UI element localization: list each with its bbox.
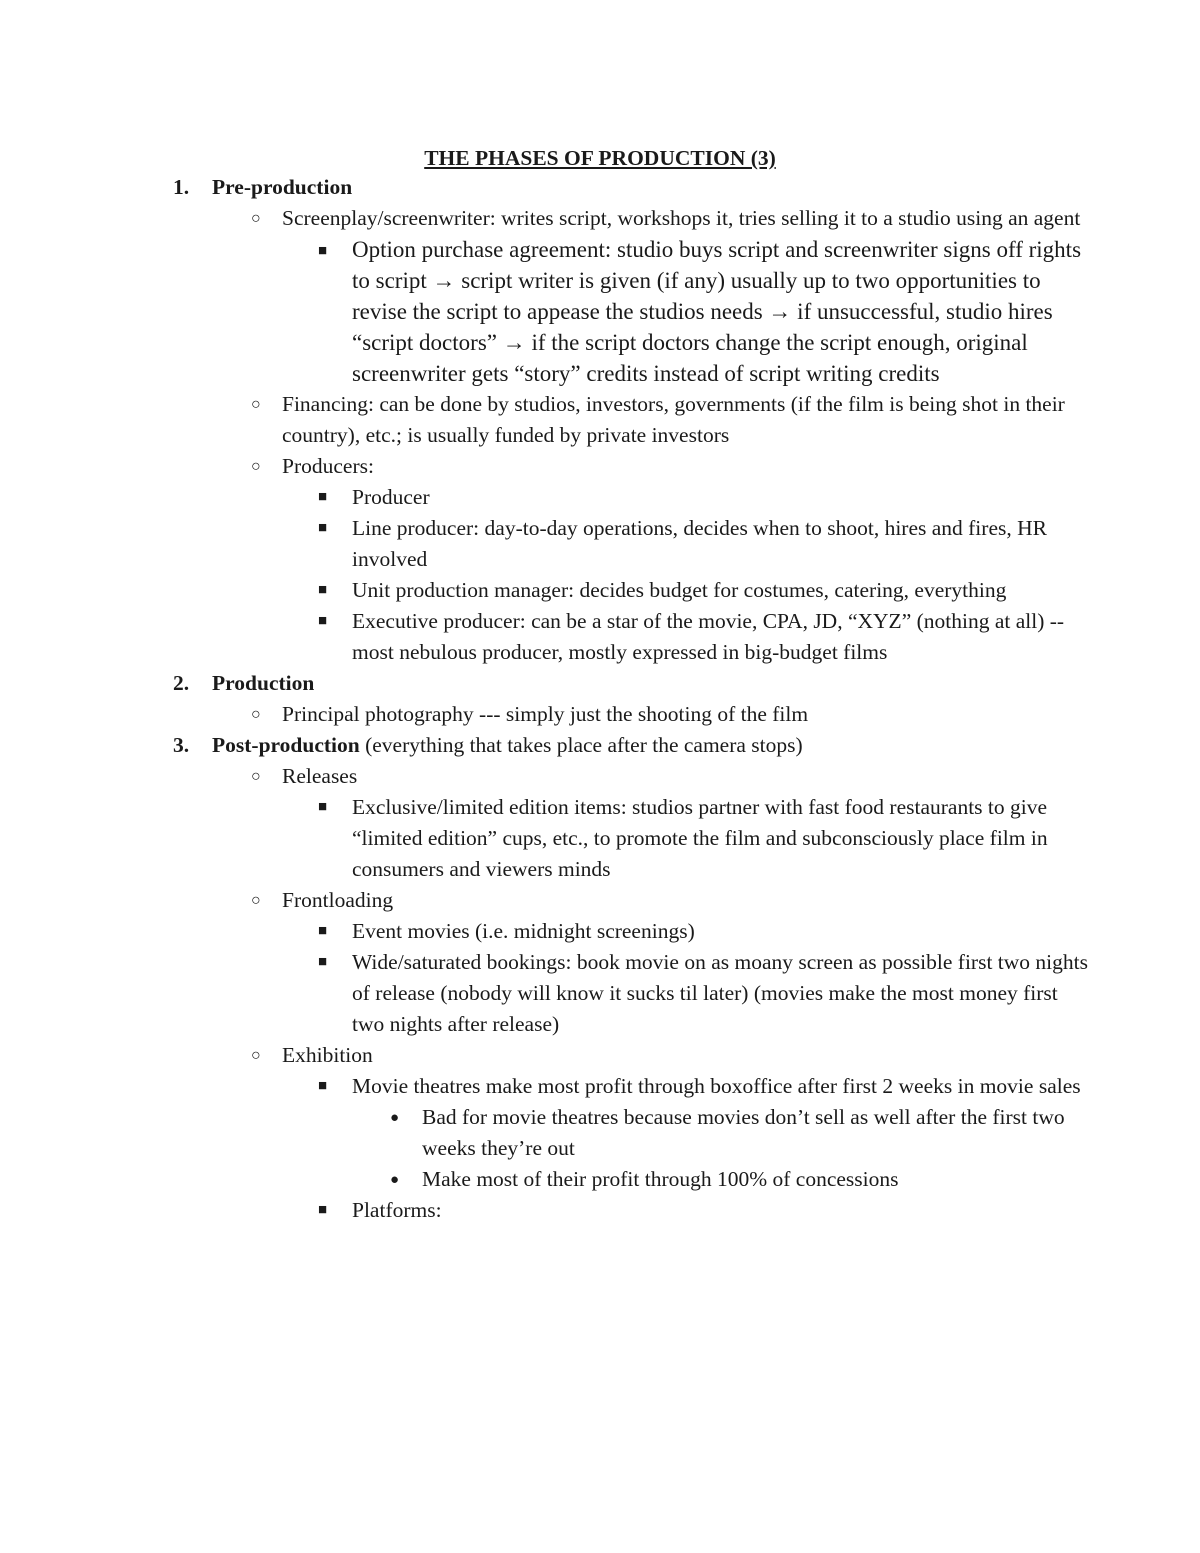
hollow-circle-bullet-icon: ○ <box>251 892 261 909</box>
square-bullet-icon: ■ <box>318 954 328 970</box>
phase-number: 3. <box>173 733 190 757</box>
item-text: Movie theatres make most profit through boxoffice after first 2 weeks in movie sales <box>352 1074 1081 1098</box>
phase-label: Post-production <box>212 733 360 757</box>
item-text: Exclusive/limited edition items: studios partner with fast food restaurants to give “limited edition” cups, etc., to promote the film and subconsciously place film in consumers and viewers minds <box>352 795 1048 881</box>
nested-list <box>390 1102 1092 1195</box>
item-text: Bad for movie theatres because movies don’t sell as well after the first two weeks they’re out <box>422 1105 1065 1160</box>
list-item <box>251 761 1092 885</box>
hollow-circle-bullet-icon: ○ <box>251 210 261 227</box>
square-bullet-icon: ■ <box>318 243 328 259</box>
item-text: Unit production manager: decides budget for costumes, catering, everything <box>352 578 1007 602</box>
list-item <box>390 1102 1092 1164</box>
square-bullet-icon: ■ <box>318 520 328 536</box>
square-bullet-icon: ■ <box>318 799 328 815</box>
item-text: Executive producer: can be a star of the movie, CPA, JD, “XYZ” (nothing at all) -- most nebulous producer, mostly expressed in big-budget films <box>352 609 1065 664</box>
item-text: Producer <box>352 485 430 509</box>
square-bullet-icon: ■ <box>318 1202 328 1218</box>
hollow-circle-bullet-icon: ○ <box>251 768 261 785</box>
item-text: Event movies (i.e. midnight screenings) <box>352 919 695 943</box>
item-text: Screenplay/screenwriter: writes script, workshops it, tries selling it to a studio using an agent <box>282 206 1081 230</box>
square-bullet-icon: ■ <box>318 613 328 629</box>
nested-list <box>318 1071 1092 1226</box>
list-item <box>318 1195 1092 1226</box>
list-item <box>318 482 1092 513</box>
item-text: Line producer: day-to-day operations, decides when to shoot, hires and fires, HR involved <box>352 516 1047 571</box>
nested-list <box>318 482 1092 668</box>
phase-item <box>173 172 1092 668</box>
phase-item <box>173 668 1092 730</box>
nested-list <box>318 792 1092 885</box>
phase-item <box>173 730 1092 1226</box>
list-item <box>318 1071 1092 1195</box>
filled-circle-bullet-icon: ● <box>390 1172 400 1188</box>
item-text: Option purchase agreement: studio buys script and screenwriter signs off rights to script → script writer is given (if any) usually up to two opportunities to revise the script to appease the studios needs → if unsuccessful, studio hires “script doctors” → if the script doctors change the script enough, original screenwriter gets “story” credits instead of script writing credits <box>352 237 1082 386</box>
list-item <box>318 234 1092 389</box>
item-text: Producers: <box>282 454 374 478</box>
square-bullet-icon: ■ <box>318 1078 328 1094</box>
phase-sublist <box>251 699 1092 730</box>
item-text: Platforms: <box>352 1198 442 1222</box>
square-bullet-icon: ■ <box>318 923 328 939</box>
phase-sublist <box>251 203 1092 668</box>
square-bullet-icon: ■ <box>318 489 328 505</box>
hollow-circle-bullet-icon: ○ <box>251 396 261 413</box>
list-item <box>251 885 1092 1040</box>
list-item <box>318 916 1092 947</box>
phase-sublist <box>251 761 1092 1226</box>
item-text: Frontloading <box>282 888 394 912</box>
list-item <box>251 699 1092 730</box>
filled-circle-bullet-icon: ● <box>390 1110 400 1126</box>
list-item <box>251 389 1092 451</box>
list-item <box>390 1164 1092 1195</box>
nested-list <box>318 234 1092 389</box>
item-text: Financing: can be done by studios, investors, governments (if the film is being shot in their country), etc.; is usually funded by private investors <box>282 392 1065 447</box>
document-title: THE PHASES OF PRODUCTION (3) <box>424 146 776 170</box>
list-item <box>251 1040 1092 1226</box>
phase-number: 1. <box>173 175 190 199</box>
list-item <box>251 203 1092 389</box>
list-item <box>251 451 1092 668</box>
square-bullet-icon: ■ <box>318 582 328 598</box>
phase-note: (everything that takes place after the camera stops) <box>359 733 803 757</box>
list-item <box>318 792 1092 885</box>
hollow-circle-bullet-icon: ○ <box>251 458 261 475</box>
item-text: Principal photography --- simply just the shooting of the film <box>282 702 809 726</box>
phases-list <box>173 172 1092 1226</box>
hollow-circle-bullet-icon: ○ <box>251 706 261 723</box>
item-text: Make most of their profit through 100% of concessions <box>422 1167 899 1191</box>
phase-number: 2. <box>173 671 190 695</box>
item-text: Releases <box>282 764 358 788</box>
hollow-circle-bullet-icon: ○ <box>251 1047 261 1064</box>
item-text: Exhibition <box>282 1043 373 1067</box>
list-item <box>318 606 1092 668</box>
list-item <box>318 947 1092 1040</box>
nested-list <box>318 916 1092 1040</box>
list-item <box>318 575 1092 606</box>
phase-label: Production <box>212 671 315 695</box>
phase-label: Pre-production <box>212 175 353 199</box>
list-item <box>318 513 1092 575</box>
item-text: Wide/saturated bookings: book movie on as moany screen as possible first two nights of release (nobody will know it sucks til later) (movies make the most money first two nights after release) <box>352 950 1088 1036</box>
